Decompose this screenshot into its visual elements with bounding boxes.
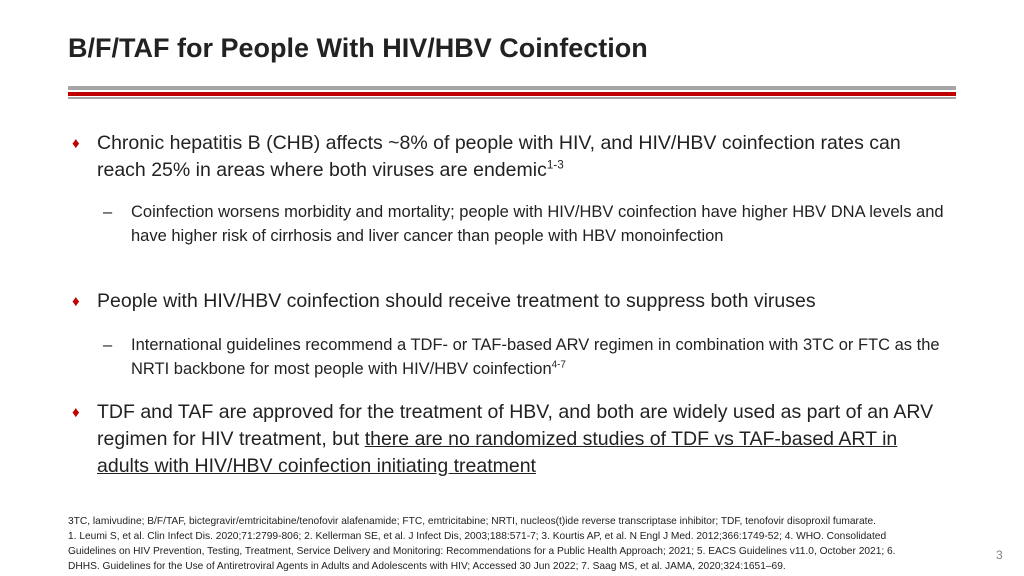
sub-bullet-2 <box>103 334 963 381</box>
bullet-1-body: Chronic hepatitis B (CHB) affects ~8% of people with HIV, and HIV/HBV coinfection rates can reach 25% in areas where both viruses are endemic <box>97 132 901 181</box>
footnotes <box>68 514 948 574</box>
bullet-2 <box>72 288 952 315</box>
sub-bullet-2-text <box>131 334 963 381</box>
sub-bullet-1-text: Coinfection worsens morbidity and mortality; people with HIV/HBV coinfection have higher HBV DNA levels and have higher risk of cirrhosis and liver cancer than people with HBV monoinfection <box>131 203 944 245</box>
bullet-1-citation: 1-3 <box>546 158 564 172</box>
sub-bullet-2-citation: 4-7 <box>551 359 566 370</box>
diamond-bullet-icon: ♦ <box>72 293 80 310</box>
bullet-1 <box>72 130 952 184</box>
dash-bullet-icon: – <box>103 336 113 354</box>
page-number: 3 <box>996 548 1003 562</box>
bullet-3 <box>72 399 952 480</box>
footnote-references-line-2: Guidelines on HIV Prevention, Testing, Treatment, Service Delivery and Monitoring: Recommendations for a Public Health Approach; 2021; 5. EACS Guidelines v11.0, October 2021; 6. <box>68 546 896 557</box>
bullet-3-underlined-claim: there are no randomized studies of TDF vs TAF-based ART in adults with HIV/HBV coinfection initiating treatment <box>97 428 898 477</box>
bullet-3-body: TDF and TAF are approved for the treatment of HBV, and both are widely used as part of an ARV regimen for HIV treatment, but <box>97 401 934 450</box>
footnote-abbreviations: 3TC, lamivudine; B/F/TAF, bictegravir/emtricitabine/tenofovir alafenamide; FTC, emtricitabine; NRTI, nucleos(t)ide reverse transcriptase inhibitor; TDF, tenofovir disoproxil fumarate. <box>68 516 876 527</box>
sub-bullet-1 <box>103 201 963 248</box>
bullet-2-text: People with HIV/HBV coinfection should receive treatment to suppress both viruses <box>97 290 816 312</box>
bullet-3-text <box>97 399 952 480</box>
sub-bullet-2-body: International guidelines recommend a TDF- or TAF-based ARV regimen in combination with 3TC or FTC as the NRTI backbone for most people with HIV/HBV coinfection <box>131 336 940 378</box>
header-rule-red <box>68 92 956 96</box>
diamond-bullet-icon: ♦ <box>72 135 80 152</box>
header-rule-grey-top <box>68 86 956 90</box>
header-rule-grey-bottom <box>68 97 956 99</box>
footnote-references-line-3: DHHS. Guidelines for the Use of Antiretroviral Agents in Adults and Adolescents with HIV; Accessed 30 Jun 2022; 7. Saag MS, et al. JAMA, 2020;324:1651–69. <box>68 561 786 572</box>
bullet-1-text <box>97 130 952 184</box>
diamond-bullet-icon: ♦ <box>72 404 80 421</box>
dash-bullet-icon: – <box>103 203 113 221</box>
slide-title: B/F/TAF for People With HIV/HBV Coinfection <box>68 33 648 63</box>
footnote-references-line-1: 1. Leumi S, et al. Clin Infect Dis. 2020;71:2799-806; 2. Kellerman SE, et al. J Infect Dis, 2003;188:571-7; 3. Kourtis AP, et al. N Engl J Med. 2012;366:1749-52; 4. WHO. Consolidated <box>68 531 887 542</box>
